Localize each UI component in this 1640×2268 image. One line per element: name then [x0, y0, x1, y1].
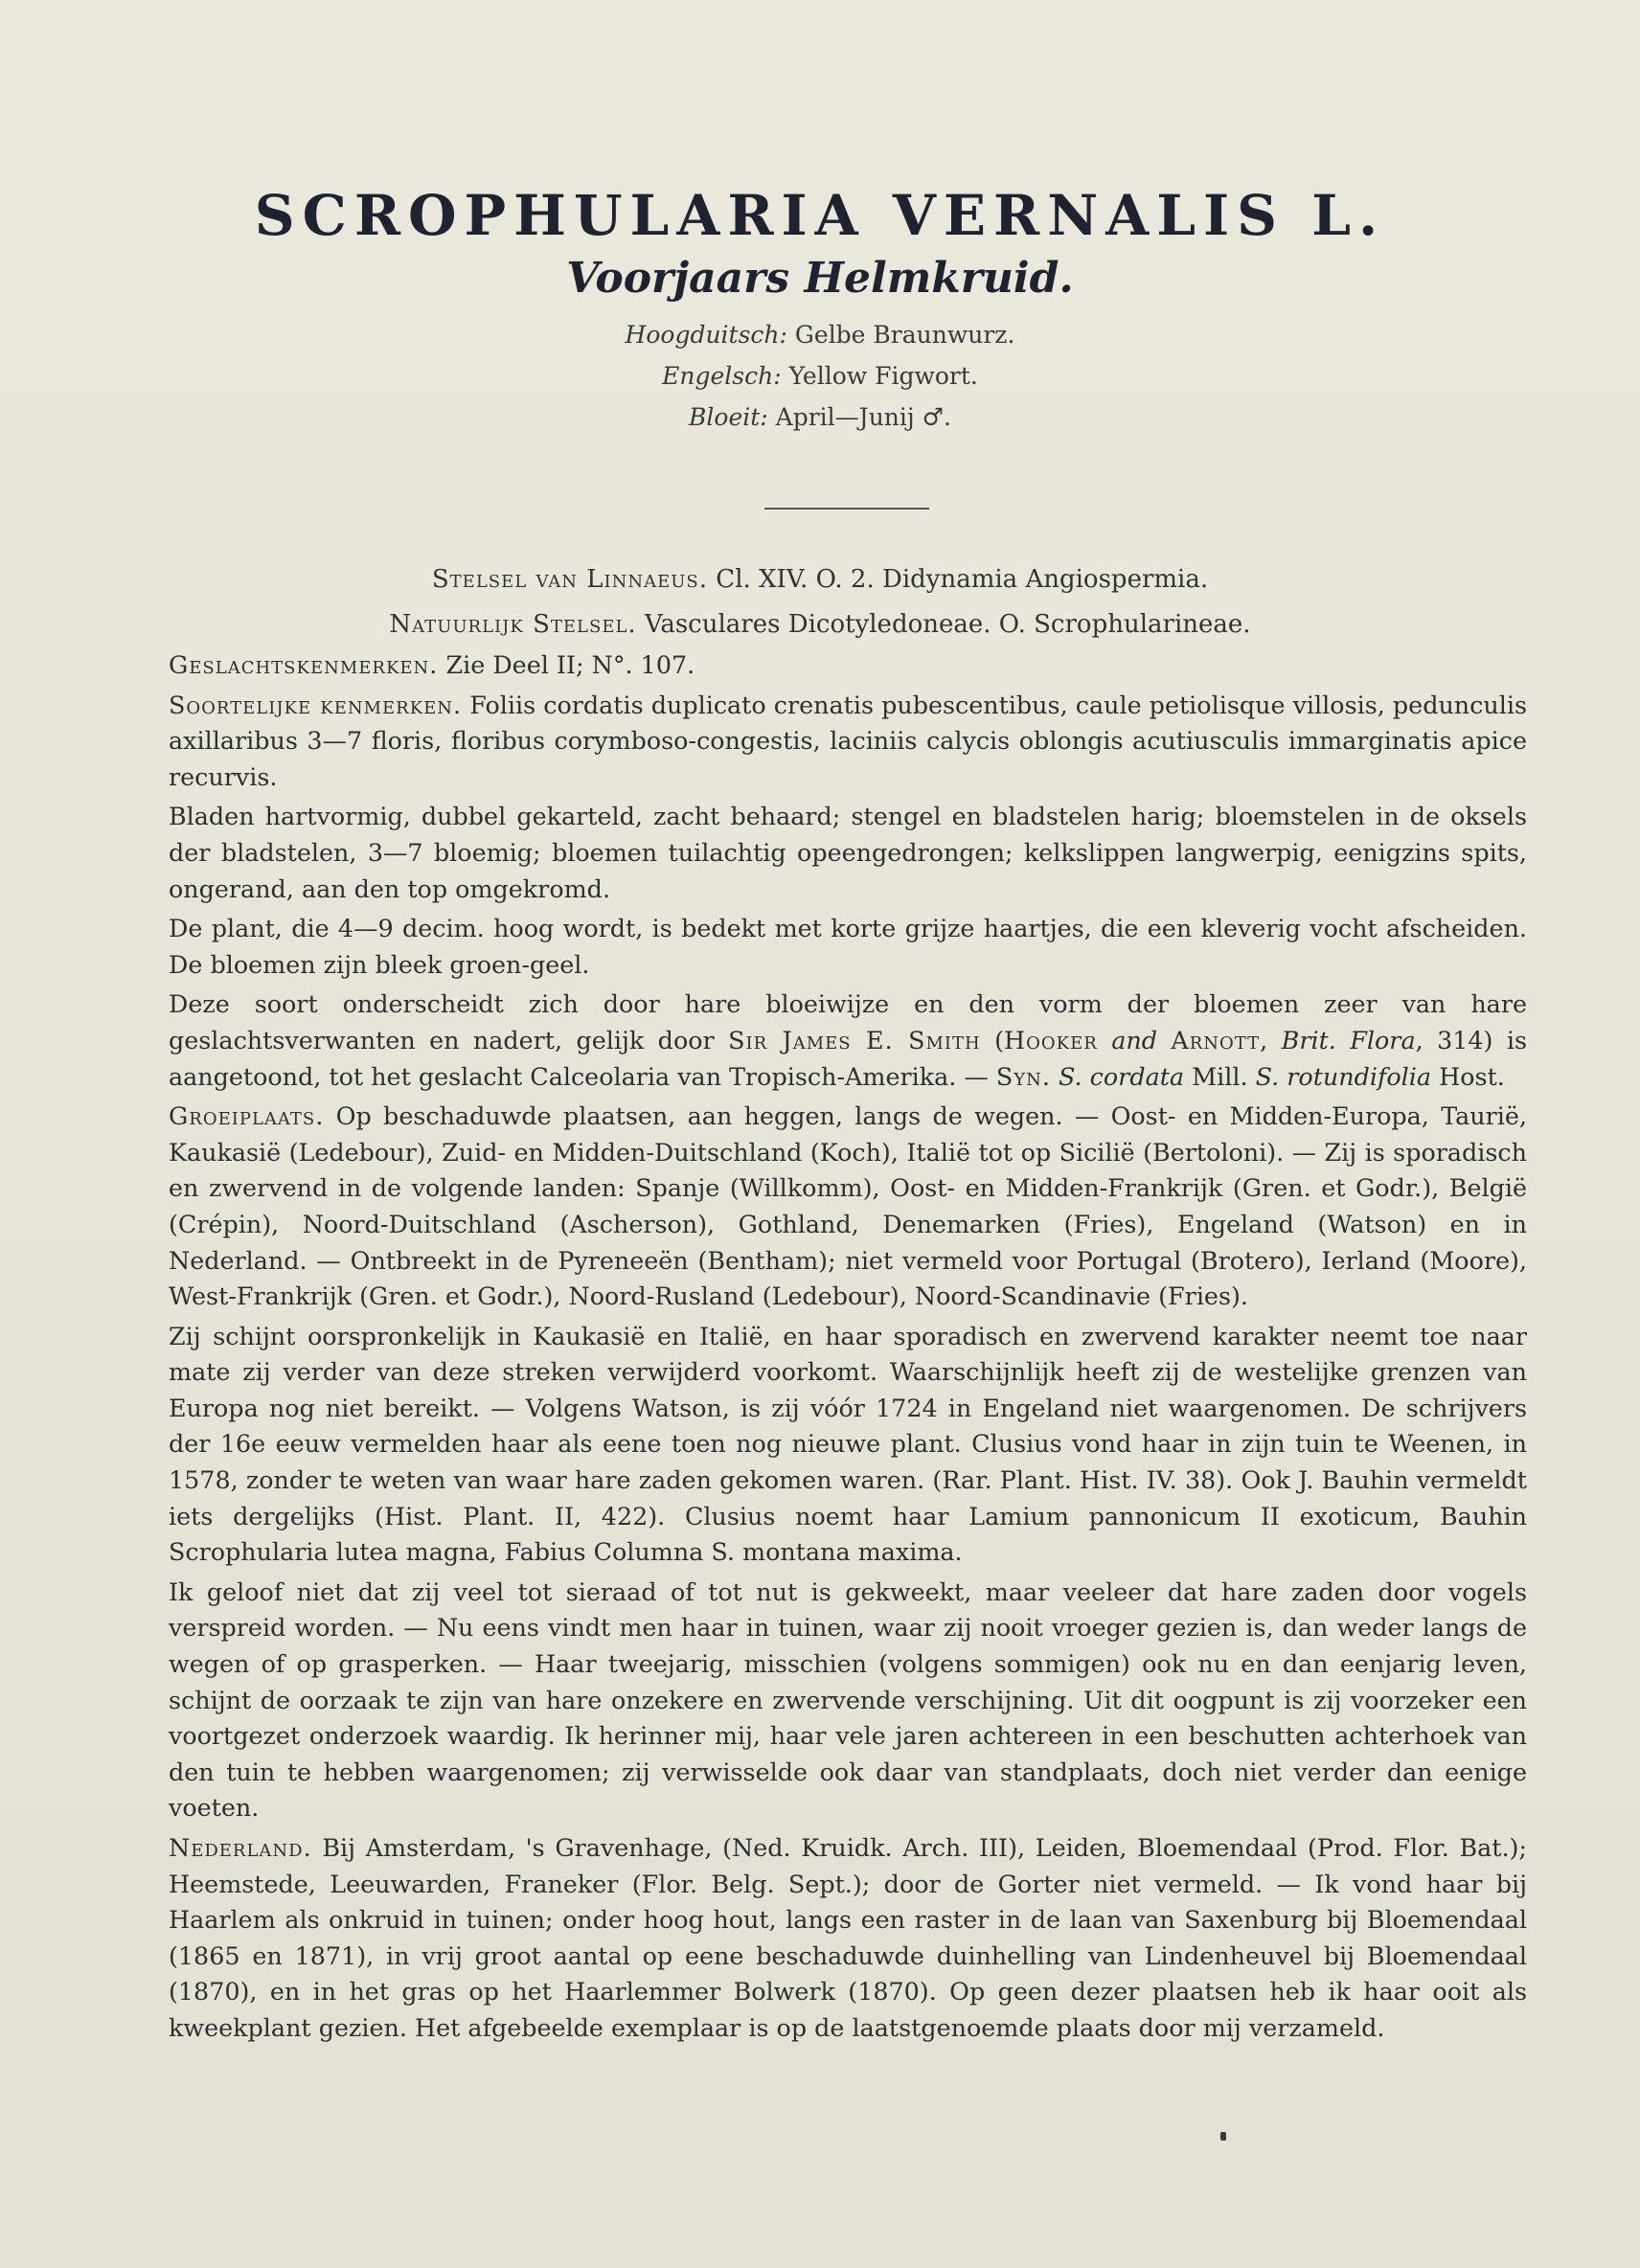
- page-subtitle: Voorjaars Helmkruid.: [566, 254, 1074, 303]
- meta-label: Hoogduitsch:: [625, 321, 787, 349]
- system-linnaeus: [0, 565, 1640, 594]
- paragraph: [169, 1830, 1527, 2047]
- paragraph-text: , 314) is aangetoond, tot het geslacht Calceolaria van Tropisch-Amerika. —: [169, 1025, 1527, 1091]
- header: [0, 182, 1640, 438]
- paragraph-text: ,: [1260, 1025, 1282, 1055]
- meta-value: Gelbe Braunwurz.: [794, 321, 1015, 349]
- meta-value: April—Junij ♂.: [775, 403, 951, 431]
- author-name: Hooker: [1004, 1025, 1098, 1055]
- paragraph-text: and: [1111, 1025, 1157, 1055]
- body-text: [169, 647, 1527, 2051]
- divider: [764, 508, 929, 510]
- page-title: SCROPHULARIA VERNALIS L.: [254, 183, 1386, 248]
- meta-value: Yellow Figwort.: [788, 362, 978, 390]
- author-name: Sir James E. Smith: [728, 1025, 981, 1055]
- paragraph-text: Zie Deel II; N°. 107.: [445, 650, 695, 679]
- meta-line-german: [0, 314, 1640, 355]
- section-label: Soortelijke kenmerken.: [169, 690, 463, 719]
- paragraph: Ik geloof niet dat zij veel tot sieraad of tot nut is gekweekt, maar veeleer dat hare zaden door vogels verspreid worden. — Nu eens vindt men haar in tuinen, waar zij nooit vroeger gezien is, dan weder langs de wegen of op grasperken. — Haar tweejarig, misschien (volgens sommigen) ook nu en dan eenjarig leven, schijnt de oorzaak te zijn van hare onzekere en zwervende verschijning. Uit dit oogpunt is zij voorzeker een voortgezet onderzoek waardig. Ik herinner mij, haar vele jaren achtereen in een beschutten achterhoek van den tuin te hebben waargenomen; zij verwisselde ook daar van standplaats, doch niet verder dan eenige voeten.: [169, 1576, 1527, 1823]
- paragraph-text: Mill.: [1184, 1061, 1256, 1091]
- meta-line-bloom: [0, 397, 1640, 438]
- system-value: Cl. XIV. O. 2. Didynamia Angiospermia.: [716, 565, 1209, 594]
- system-label: Stelsel van Linnaeus.: [431, 565, 709, 594]
- paragraph: Bladen hartvormig, dubbel gekarteld, zacht behaard; stengel en bladstelen harig; bloemstelen in de oksels der bladstelen, 3—7 bloemig; bloemen tuilachtig opeengedrongen; kelkslippen langwerpig, eenigzins spits, ongerand, aan den top omgekromd.: [169, 802, 1527, 903]
- paragraph: [169, 647, 1527, 684]
- paragraph: [169, 987, 1527, 1095]
- system-natural: [0, 610, 1640, 639]
- paragraph: [169, 1099, 1527, 1315]
- meta-label: Bloeit:: [689, 403, 768, 431]
- meta-line-english: [0, 355, 1640, 397]
- paragraph-text: Host.: [1431, 1061, 1505, 1091]
- synonym: S. cordata: [1059, 1061, 1185, 1091]
- section-label: Groeiplaats.: [169, 1101, 325, 1131]
- system-label: Natuurlijk Stelsel.: [389, 610, 637, 639]
- system-value: Vasculares Dicotyledoneae. O. Scrophularineae.: [644, 610, 1251, 639]
- author-name: Arnott: [1171, 1025, 1261, 1055]
- reference-title: Brit. Flora: [1281, 1025, 1416, 1055]
- paragraph-text: Bij Amsterdam, 's Gravenhage, (Ned. Kruidk. Arch. III), Leiden, Bloemendaal (Prod. Flor. Bat.); Heemstede, Leeuwarden, Franeker (Flor. Belg. Sept.); door de Gorter niet vermeld. — Ik vond haar bij Haarlem als onkruid in tuinen; onder hoog hout, langs een raster in de laan van Saxenburg bij Bloemendaal (1865 en 1871), in vrij groot aantal op eene beschaduwde duinhelling van Lindenheuvel bij Bloemendaal (1870), en in het gras op het Haarlemmer Bolwerk (1870). Op geen dezer plaatsen heb ik haar ooit als kweekplant gezien. Het afgebeelde exemplaar is op de laatstgenoemde plaats door mij verzameld.: [169, 1833, 1527, 2042]
- section-label: Nederland.: [169, 1833, 312, 1862]
- paragraph-text: (: [980, 1025, 1005, 1055]
- paragraph: Zij schijnt oorspronkelijk in Kaukasië en Italië, en haar sporadisch en zwervend karakter neemt toe naar mate zij verder van deze streken verwijderd voorkomt. Waarschijnlijk heeft zij de westelijke grenzen van Europa nog niet bereikt. — Volgens Watson, is zij vóór 1724 in Engeland niet waargenomen. De schrijvers der 16e eeuw vermelden haar als eene toen nog nieuwe plant. Clusius vond haar in zijn tuin te Weenen, in 1578, zonder te weten van waar hare zaden gekomen waren. (Rar. Plant. Hist. IV. 38). Ook J. Bauhin vermeldt iets dergelijks (Hist. Plant. II, 422). Clusius noemt haar Lamium pannonicum II exoticum, Bauhin Scrophularia lutea magna, Fabius Columna S. montana maxima.: [169, 1321, 1527, 1567]
- meta-label: Engelsch:: [662, 362, 782, 390]
- synonym: S. rotundifolia: [1255, 1061, 1432, 1091]
- section-label: Syn.: [995, 1061, 1051, 1091]
- paragraph: [169, 688, 1527, 796]
- paragraph: De plant, die 4—9 decim. hoog wordt, is bedekt met korte grijze haartjes, die een kleverig vocht afscheiden. De bloemen zijn bleek groen-geel.: [169, 914, 1527, 979]
- section-label: Geslachtskenmerken.: [169, 650, 439, 679]
- paragraph-text: Foliis cordatis duplicato crenatis pubescentibus, caule petiolisque villosis, pedunculis axillaribus 3—7 floris, floribus corymboso-congestis, laciniis calycis oblongis acutiusculis immarginatis apice recurvis.: [169, 690, 1527, 791]
- ink-speck: [1220, 2132, 1226, 2141]
- paragraph-text: Deze soort onderscheidt zich door hare bloeiwijze en den vorm der bloemen zeer van hare geslachtsverwanten en nadert, gelijk door: [169, 989, 1527, 1055]
- paragraph-text: Op beschaduwde plaatsen, aan heggen, langs de wegen. — Oost- en Midden-Europa, Taurië, Kaukasië (Ledebour), Zuid- en Midden-Duitschland (Koch), Italië tot op Sicilië (Bertoloni). — Zij is sporadisch en zwervend in de volgende landen: Spanje (Willkomm), Oost- en Midden-Frankrijk (Gren. et Godr.), België (Crépin), Noord-Duitschland (Ascherson), Gothland, Denemarken (Fries), Engeland (Watson) en in Nederland. — Ontbreekt in de Pyreneeën (Bentham); niet vermeld voor Portugal (Brotero), Ierland (Moore), West-Frankrijk (Gren. et Godr.), Noord-Rusland (Ledebour), Noord-Scandinavie (Fries).: [169, 1101, 1527, 1311]
